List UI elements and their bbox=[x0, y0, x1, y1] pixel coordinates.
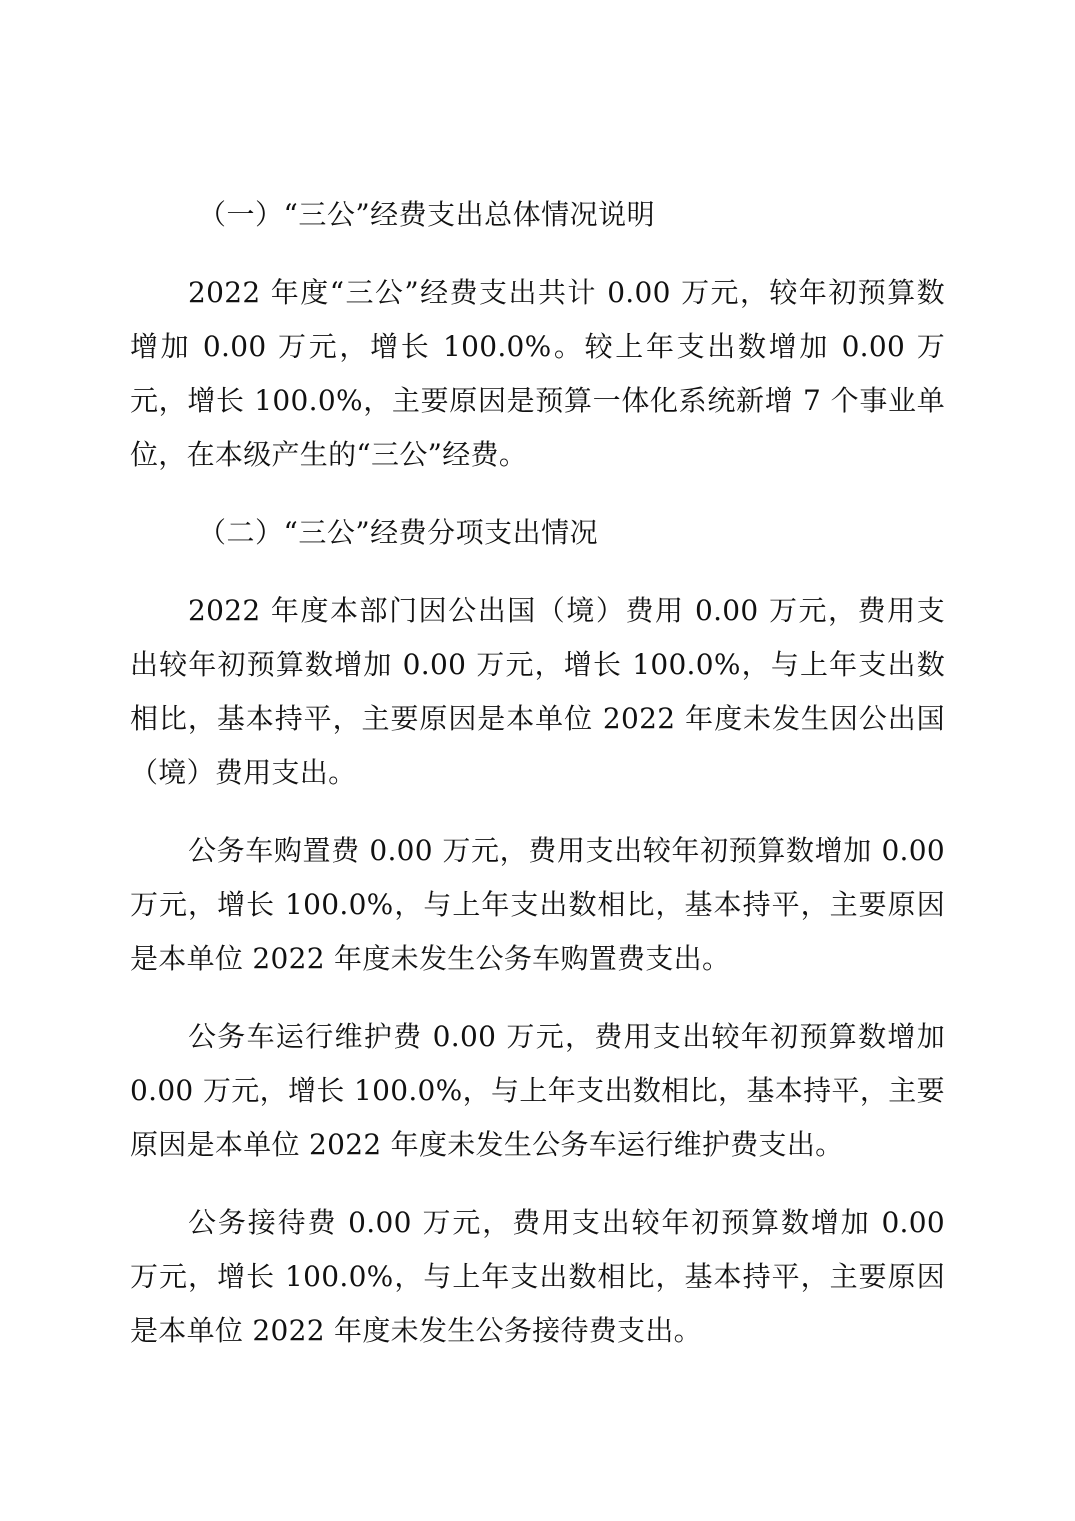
section-1-paragraph: 2022 年度“三公”经费支出共计 0.00 万元，较年初预算数增加 0.00 万元，增长 100.0%。较上年支出数增加 0.00 万元，增长 100.0%，主要原因是预算一体化系统新增 7 个事业单位，在本级产生的“三公”经费。 bbox=[130, 276, 945, 471]
document-body bbox=[130, 188, 945, 1358]
section-2-heading: （二）“三公”经费分项支出情况 bbox=[198, 516, 599, 549]
vehicle-maintenance-paragraph: 公务车运行维护费 0.00 万元，费用支出较年初预算数增加 0.00 万元，增长 100.0%，与上年支出数相比，基本持平，主要原因是本单位 2022 年度未发生公务车运行维护费支出。 bbox=[130, 1020, 945, 1161]
section-1-heading: （一）“三公”经费支出总体情况说明 bbox=[198, 198, 656, 231]
vehicle-purchase-paragraph: 公务车购置费 0.00 万元，费用支出较年初预算数增加 0.00 万元，增长 100.0%，与上年支出数相比，基本持平，主要原因是本单位 2022 年度未发生公务车购置费支出。 bbox=[130, 834, 945, 975]
overseas-travel-paragraph: 2022 年度本部门因公出国（境）费用 0.00 万元，费用支出较年初预算数增加 0.00 万元，增长 100.0%，与上年支出数相比，基本持平，主要原因是本单位 2022 年度未发生因公出国（境）费用支出。 bbox=[130, 594, 945, 789]
official-reception-paragraph: 公务接待费 0.00 万元，费用支出较年初预算数增加 0.00 万元，增长 100.0%，与上年支出数相比，基本持平，主要原因是本单位 2022 年度未发生公务接待费支出。 bbox=[130, 1206, 945, 1347]
